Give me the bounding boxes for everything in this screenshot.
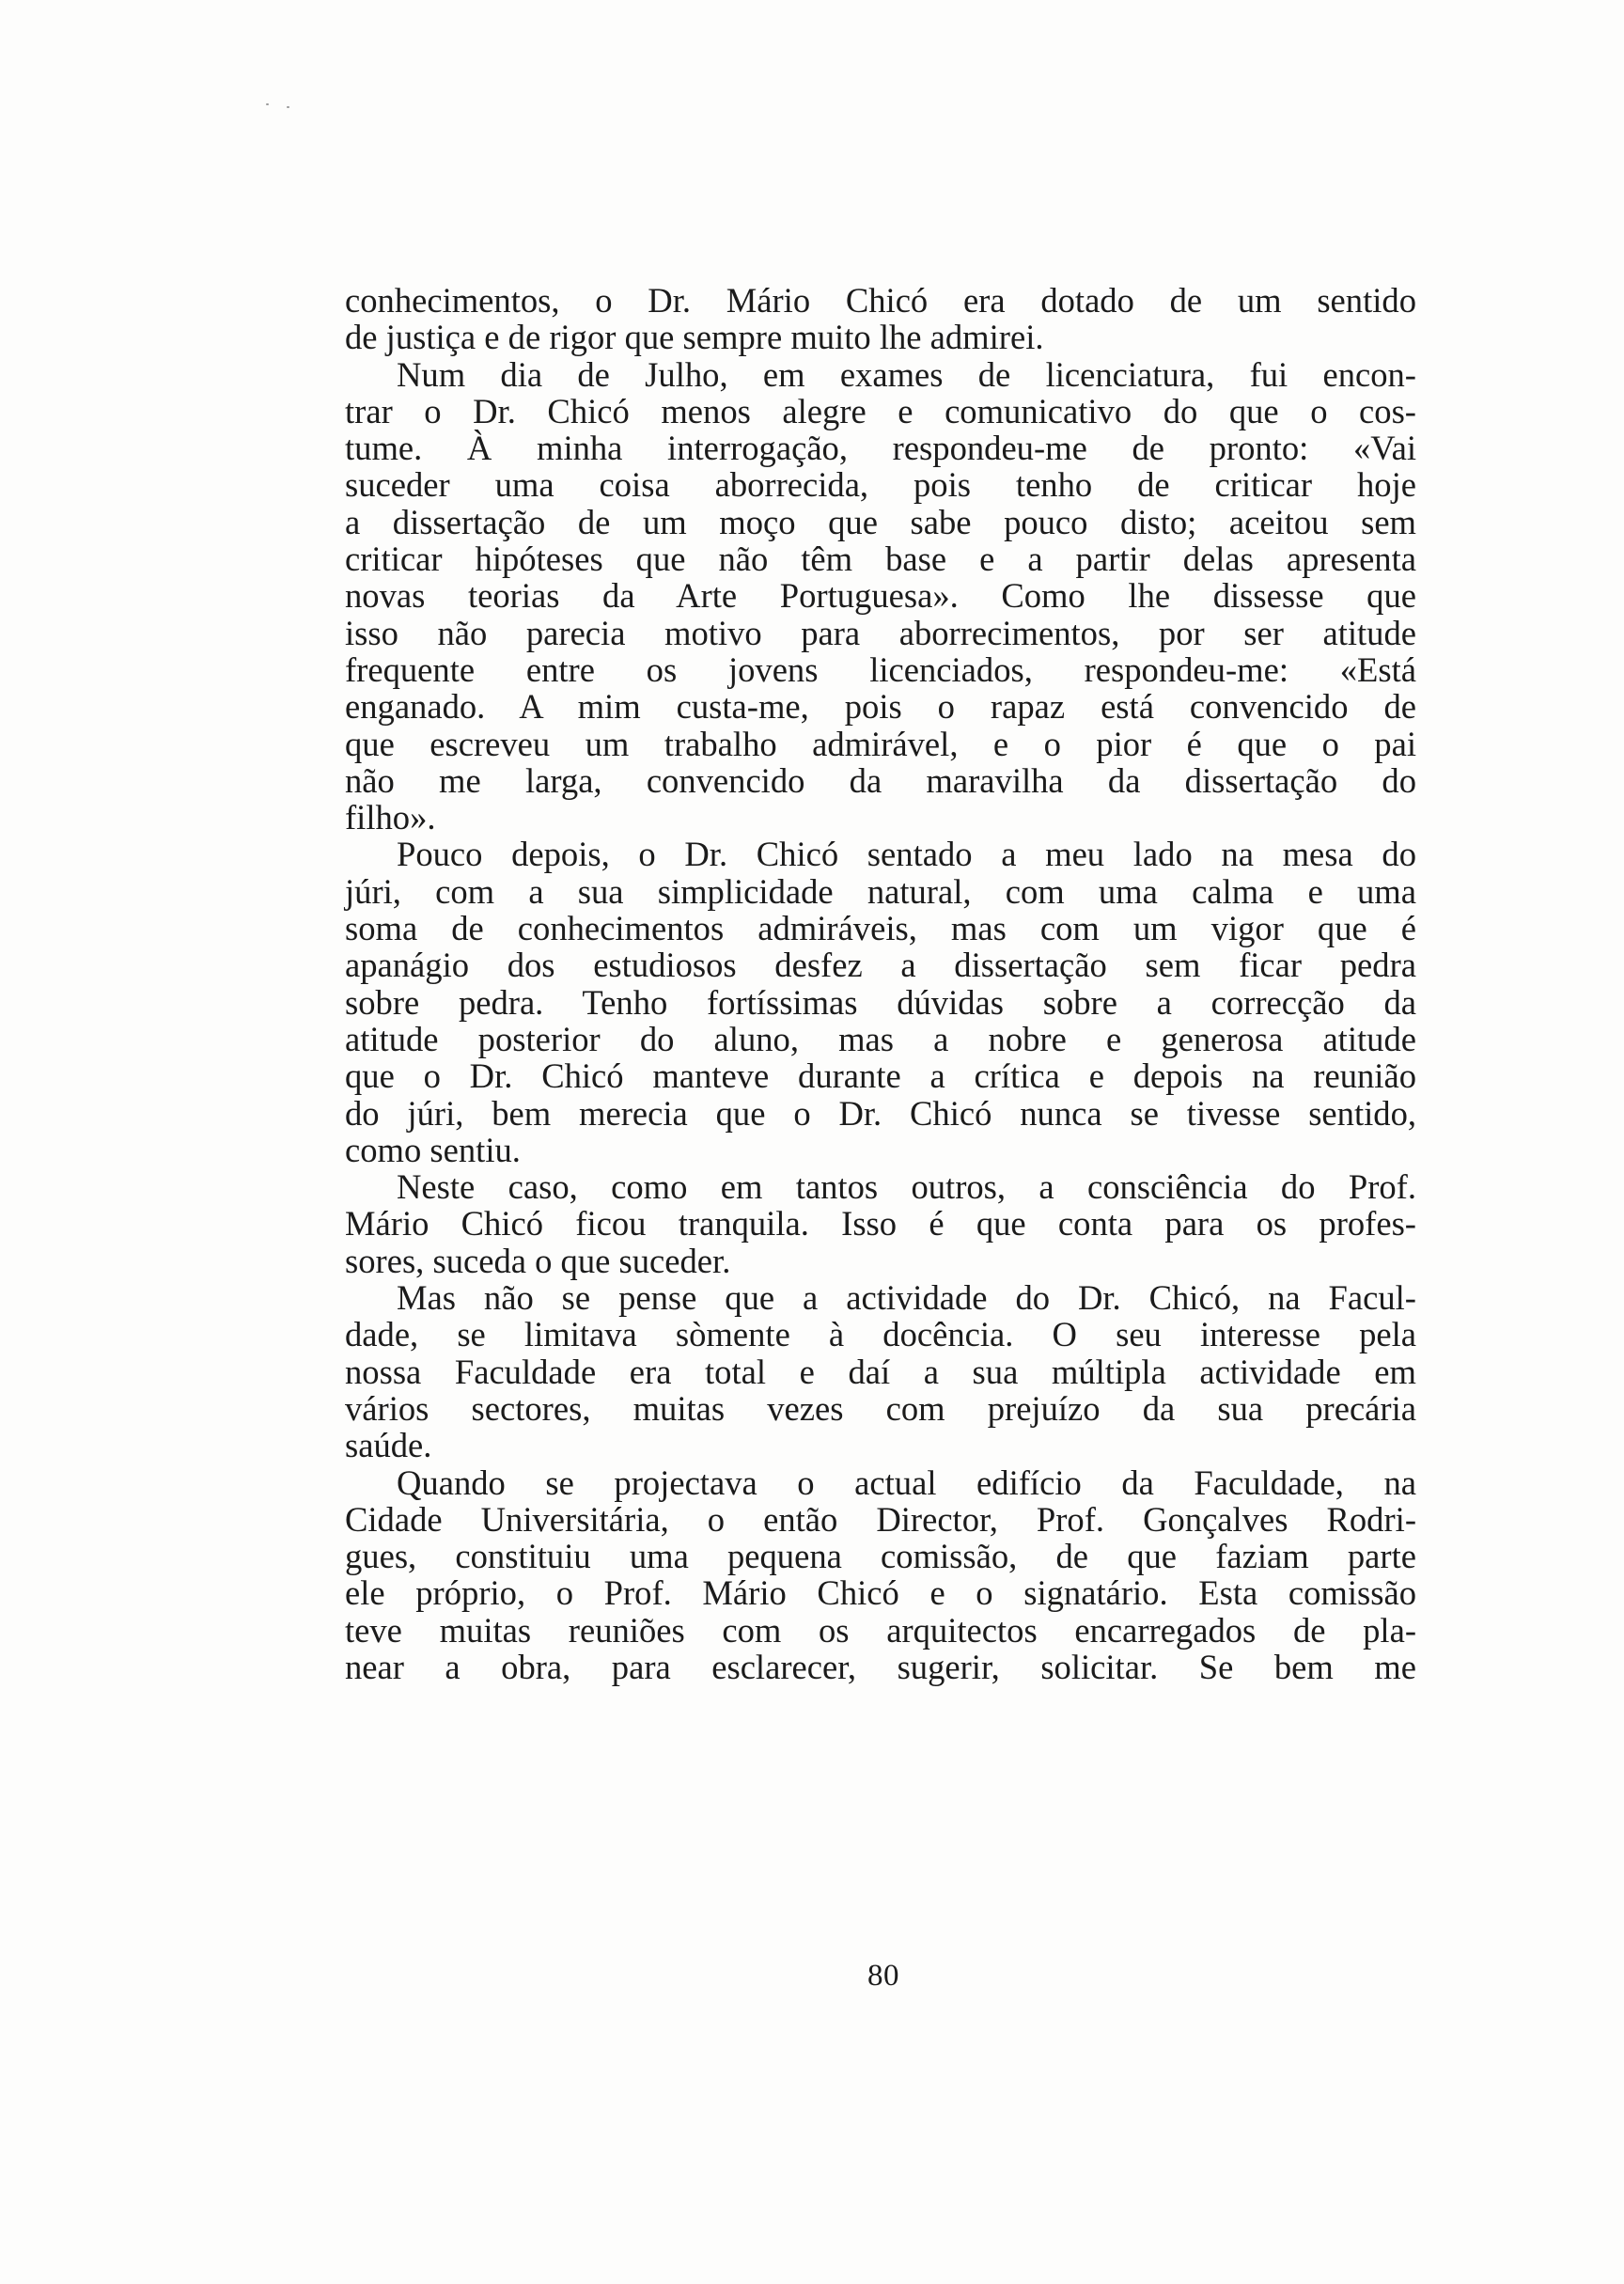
- text-line: sores, suceda o que suceder.: [345, 1241, 731, 1280]
- text-line: criticar hipóteses que não têm base e a partir delas apresenta: [345, 540, 1416, 579]
- text-line: vários sectores, muitas vezes com prejuízo da sua precária: [345, 1388, 1416, 1428]
- text-line: dade, se limitava sòmente à docência. O seu interesse pela: [345, 1315, 1416, 1354]
- scan-speck: [287, 106, 289, 108]
- text-line: novas teorias da Arte Portuguesa». Como lhe dissesse que: [345, 576, 1416, 616]
- text-line: de justiça e de rigor que sempre muito lhe admirei.: [345, 318, 1044, 357]
- scan-specks: [266, 102, 322, 111]
- paragraph: [345, 356, 1416, 837]
- text-line: atitude posterior do aluno, mas a nobre e generosa atitude: [345, 1019, 1416, 1058]
- text-line: saúde.: [345, 1426, 432, 1465]
- text-line: isso não parecia motivo para aborrecimentos, por ser atitude: [345, 613, 1416, 652]
- text-line: enganado. A mim custa-me, pois o rapaz está convencido de: [345, 687, 1416, 727]
- text-line: Pouco depois, o Dr. Chicó sentado a meu lado na mesa do: [397, 835, 1416, 874]
- scan-speck: [266, 103, 269, 105]
- paragraph: [345, 282, 1416, 356]
- text-line: Mas não se pense que a actividade do Dr. Chicó, na Facul-: [397, 1278, 1416, 1318]
- paragraph: [345, 836, 1416, 1168]
- text-line: frequente entre os jovens licenciados, respondeu-me: «Está: [345, 649, 1416, 689]
- text-line: conhecimentos, o Dr. Mário Chicó era dotado de um sentido: [345, 281, 1416, 320]
- text-line: Quando se projectava o actual edifício da Faculdade, na: [397, 1463, 1416, 1502]
- text-line: teve muitas reuniões com os arquitectos encarregados de pla-: [345, 1610, 1416, 1650]
- text-line: que o Dr. Chicó manteve durante a crítica e depois na reunião: [345, 1056, 1416, 1096]
- text-line: sobre pedra. Tenho fortíssimas dúvidas sobre a correcção da: [345, 982, 1416, 1022]
- text-line: gues, constituiu uma pequena comissão, de que faziam parte: [345, 1537, 1416, 1576]
- text-line: nossa Faculdade era total e daí a sua múltipla actividade em: [345, 1352, 1416, 1391]
- text-line: filho».: [345, 798, 436, 837]
- text-line: a dissertação de um moço que sabe pouco disto; aceitou sem: [345, 502, 1416, 541]
- text-line: near a obra, para esclarecer, sugerir, solicitar. Se bem me: [345, 1647, 1416, 1686]
- page-number: 80: [867, 1959, 899, 1993]
- text-line: suceder uma coisa aborrecida, pois tenho de criticar hoje: [345, 465, 1416, 505]
- text-line: Num dia de Julho, em exames de licenciatura, fui encon-: [397, 354, 1416, 394]
- text-line: que escreveu um trabalho admirável, e o pior é que o pai: [345, 724, 1416, 763]
- body-text: [345, 282, 1416, 1685]
- text-line: júri, com a sua simplicidade natural, com uma calma e uma: [345, 871, 1416, 911]
- text-line: não me larga, convencido da maravilha da dissertação do: [345, 760, 1416, 800]
- text-line: do júri, bem merecia que o Dr. Chicó nunca se tivesse sentido,: [345, 1093, 1416, 1133]
- text-line: tume. À minha interrogação, respondeu-me de pronto: «Vai: [345, 429, 1416, 468]
- paragraph: [345, 1464, 1416, 1686]
- text-line: apanágio dos estudiosos desfez a dissertação sem ficar pedra: [345, 946, 1416, 985]
- text-line: soma de conhecimentos admiráveis, mas com um vigor que é: [345, 909, 1416, 948]
- text-line: Cidade Universitária, o então Director, Prof. Gonçalves Rodri-: [345, 1499, 1416, 1539]
- paragraph: [345, 1168, 1416, 1279]
- text-line: Mário Chicó ficou tranquila. Isso é que conta para os profes-: [345, 1204, 1416, 1244]
- text-line: ele próprio, o Prof. Mário Chicó e o signatário. Esta comissão: [345, 1573, 1416, 1613]
- text-line: como sentiu.: [345, 1130, 521, 1169]
- paragraph: [345, 1279, 1416, 1463]
- text-line: Neste caso, como em tantos outros, a consciência do Prof.: [397, 1167, 1416, 1207]
- text-line: trar o Dr. Chicó menos alegre e comunicativo do que o cos-: [345, 391, 1416, 430]
